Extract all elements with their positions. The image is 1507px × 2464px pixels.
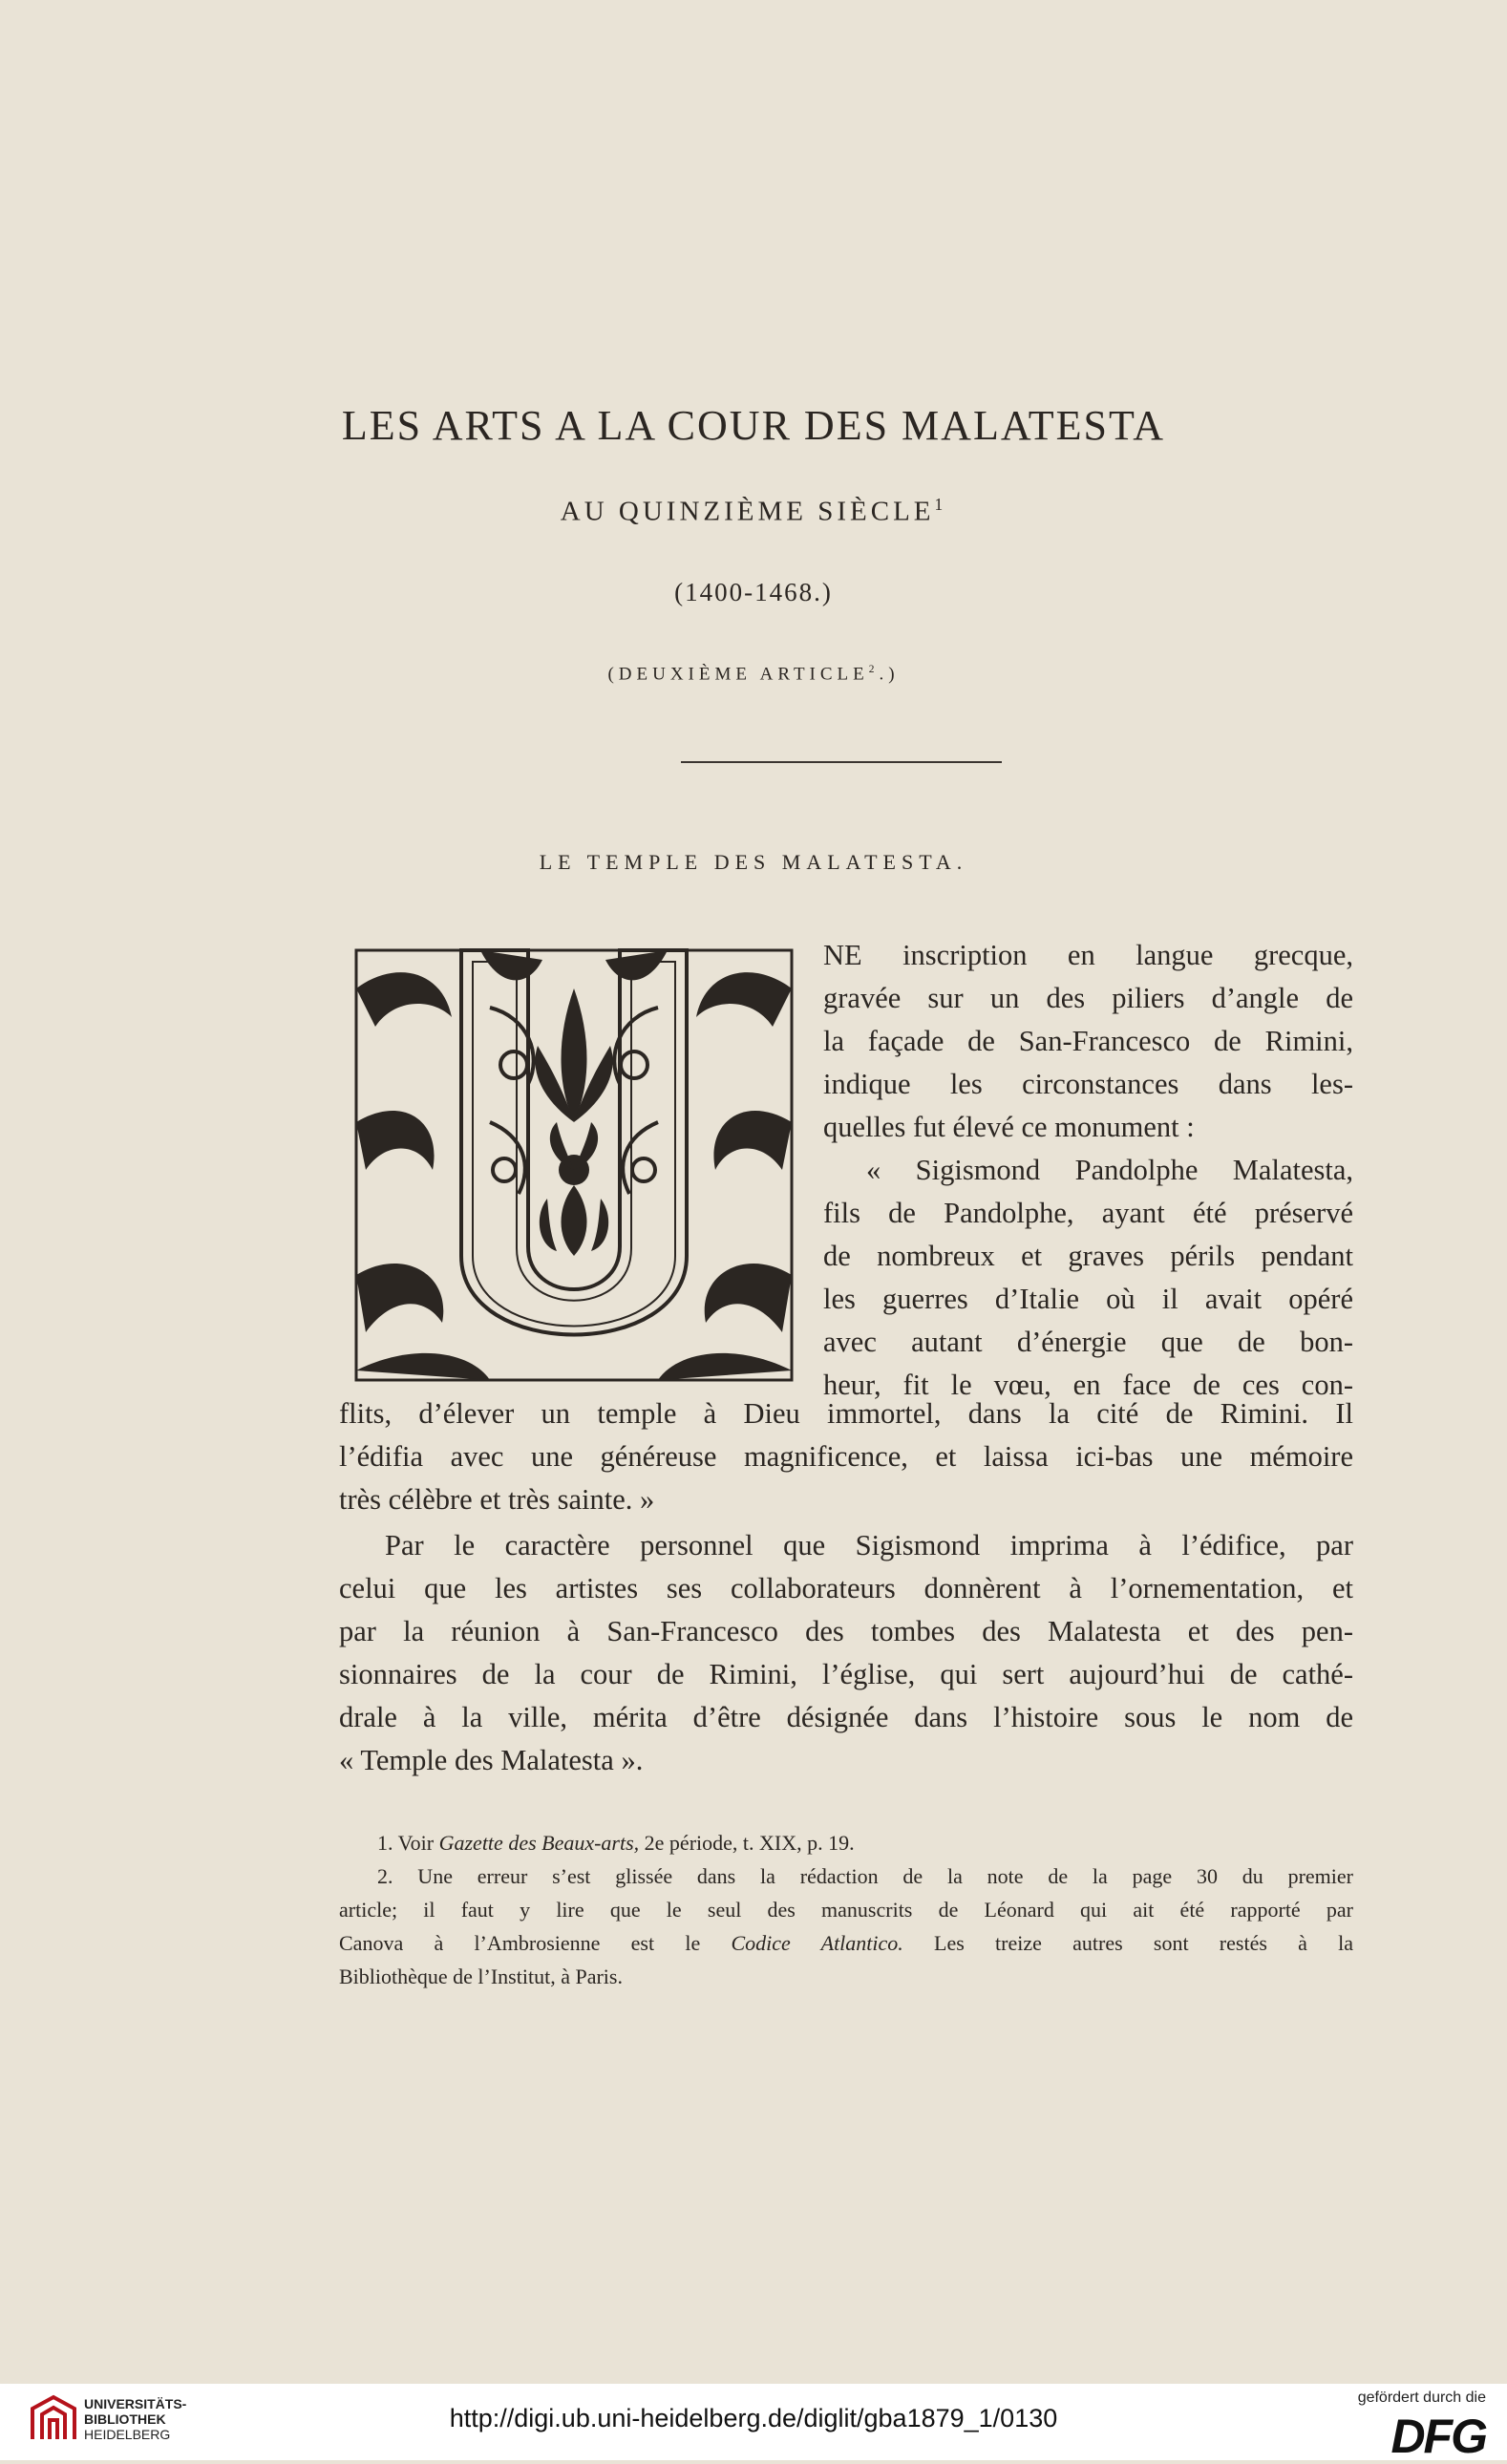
footnote-2-line3-pre: Canova à l’Ambrosienne est le bbox=[339, 1931, 701, 1955]
text-line: fils de Pandolphe, ayant été préservé bbox=[823, 1197, 1353, 1229]
text-line: indique les circonstances dans les- bbox=[823, 1068, 1353, 1100]
funded-by-label: gefördert durch die bbox=[1357, 2390, 1486, 2406]
text-line: drale à la ville, mérita d’être désignée dans l’histoire sous le nom de bbox=[339, 1701, 1353, 1733]
footnote-1-post: 2e période, t. XIX, p. 19. bbox=[644, 1831, 855, 1855]
footnote-1-number: 1. bbox=[377, 1831, 393, 1855]
text-line: heur, fit le vœu, en face de ces con- bbox=[823, 1369, 1353, 1401]
text-line: quelles fut élevé ce monument : bbox=[823, 1111, 1195, 1143]
body-text bbox=[339, 1392, 1353, 1782]
opening-paragraph-right bbox=[823, 934, 1353, 1407]
article-title: LES ARTS A LA COUR DES MALATESTA bbox=[341, 402, 1166, 449]
footnote-2-line3-post: Les treize autres sont restés à la bbox=[934, 1931, 1354, 1955]
footnote-1-journal: Gazette des Beaux-arts, bbox=[438, 1831, 640, 1855]
article-subtitle bbox=[0, 495, 1507, 528]
subtitle-footnote-mark: 1 bbox=[934, 495, 947, 514]
permalink-url[interactable]: http://digi.ub.uni-heidelberg.de/diglit/gba1879_1/0130 bbox=[449, 2404, 1058, 2432]
article-part bbox=[0, 664, 1507, 685]
section-heading: LE TEMPLE DES MALATESTA. bbox=[539, 850, 968, 874]
dfg-logo[interactable]: DFG bbox=[1390, 2410, 1486, 2463]
library-line-2: BIBLIOTHEK bbox=[84, 2411, 166, 2427]
text-line: gravée sur un des piliers d’angle de bbox=[823, 982, 1353, 1014]
article-dates: (1400-1468.) bbox=[674, 578, 833, 606]
footnotes bbox=[339, 1826, 1353, 1993]
text-line: « Temple des Malatesta ». bbox=[339, 1744, 644, 1776]
text-line: de nombreux et graves périls pendant bbox=[823, 1240, 1353, 1272]
text-line: les guerres d’Italie où il avait opéré bbox=[823, 1283, 1353, 1315]
text-line: l’édifia avec une généreuse magnificence, et laissa ici-bas une mémoire bbox=[339, 1440, 1353, 1473]
text-line: « Sigismond Pandolphe Malatesta, bbox=[866, 1154, 1353, 1186]
footnote-1-pre: Voir bbox=[397, 1831, 435, 1855]
footnote-2-line: Bibliothèque de l’Institut, à Paris. bbox=[339, 1965, 623, 1988]
library-line-3: HEIDELBERG bbox=[84, 2427, 171, 2442]
library-line-1: UNIVERSITÄTS- bbox=[84, 2396, 187, 2411]
footnote-2-line: 2. Une erreur s’est glissée dans la rédaction de la note de la page 30 du premier bbox=[377, 1864, 1353, 1888]
section-divider bbox=[681, 761, 1002, 763]
text-line: la façade de San-Francesco de Rimini, bbox=[823, 1025, 1353, 1057]
ornamental-dropcap-u-icon bbox=[337, 931, 811, 1399]
text-line: très célèbre et très sainte. » bbox=[339, 1483, 655, 1516]
text-line: NE inscription en langue grecque, bbox=[823, 939, 1353, 971]
footnote-2-codex: Codice Atlantico. bbox=[731, 1931, 903, 1955]
article-part-text: (DEUXIÈME ARTICLE bbox=[607, 664, 869, 685]
text-line: celui que les artistes ses collaborateurs donnèrent à l’ornementation, et bbox=[339, 1572, 1353, 1604]
article-footnote-mark: 2 bbox=[868, 664, 880, 675]
footnote-2-line: article; il faut y lire que le seul des manuscrits de Léonard qui ait été rapporté par bbox=[339, 1898, 1353, 1922]
footnote-1 bbox=[339, 1826, 1353, 1859]
text-line: avec autant d’énergie que de bon- bbox=[823, 1326, 1353, 1358]
footnote-2-line bbox=[339, 1926, 1353, 1960]
subtitle-text: AU QUINZIÈME SIÈCLE bbox=[560, 496, 935, 527]
text-line: par la réunion à San-Francesco des tombes des Malatesta et des pen- bbox=[339, 1615, 1353, 1647]
text-line: Par le caractère personnel que Sigismond imprima à l’édifice, par bbox=[385, 1529, 1353, 1561]
text-line: flits, d’élever un temple à Dieu immortel, dans la cité de Rimini. Il bbox=[339, 1397, 1353, 1430]
text-line: sionnaires de la cour de Rimini, l’église, qui sert aujourd’hui de cathé- bbox=[339, 1658, 1353, 1690]
article-part-close: .) bbox=[879, 664, 900, 685]
